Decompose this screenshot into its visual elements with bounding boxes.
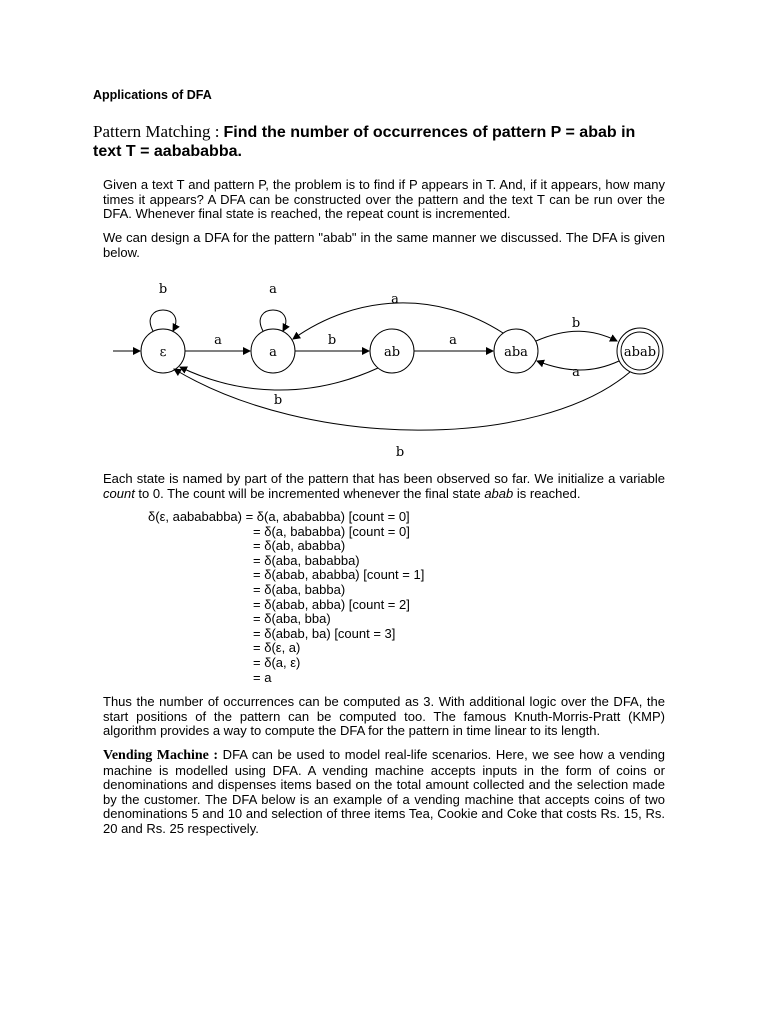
state-para-start: Each state is named by part of the pattern that has been observed so far. We initialize a variable (103, 471, 665, 486)
intro-paragraph: Given a text T and pattern P, the problem is to find if P appears in T. And, if it appears, how many times it appears? A DFA can be constructed over the pattern and the text T can be run over the DFA. Whenever final state is reached, the repeat count is incremented. (103, 177, 665, 222)
derivation-line: = a (253, 669, 272, 685)
dfa-diagram (108, 275, 668, 465)
edge-aba-abab (536, 331, 617, 341)
derivation-line: = δ(a, bababba) [count = 0] (253, 523, 410, 539)
derivation-line: = δ(aba, bababba) (253, 552, 360, 568)
pattern-matching-title (93, 122, 653, 161)
count-word: count (103, 485, 135, 501)
state-label-epsilon: ε (159, 345, 167, 360)
label-loop-a: a (269, 282, 277, 297)
derivation-line: = δ(ab, ababba) (253, 538, 346, 554)
state-naming-paragraph (103, 472, 665, 501)
derivation-line: = δ(ε, a) (253, 640, 301, 656)
title-problem: Find the number of occurrences of pattern P = abab in text T = aabababba. (93, 124, 636, 160)
derivation-line: = δ(aba, bba) (253, 611, 331, 627)
design-paragraph: We can design a DFA for the pattern "abab" in the same manner we discussed. The DFA is given below. (103, 230, 665, 260)
label-abab-epsilon: b (395, 445, 405, 460)
abab-word: abab (484, 485, 514, 501)
label-aba-abab: b (571, 316, 581, 331)
conclusion-paragraph: Thus the number of occurrences can be computed as 3. With additional logic over the DFA, the start positions of the pattern can be computed too. The famous Knuth-Morris-Pratt (KMP) algorithm provides a way to compute the DFA for the pattern in time linear to its length. (103, 694, 665, 739)
state-para-end: is reached. (513, 485, 581, 501)
edge-abab-epsilon (174, 369, 630, 430)
derivation-line: = δ(abab, ba) [count = 3] (253, 625, 396, 641)
label-aba-a: a (391, 292, 399, 307)
derivation-line: = δ(abab, abba) [count = 2] (253, 596, 410, 612)
loop-a-a (260, 310, 286, 331)
state-label-abab: abab (623, 345, 657, 360)
label-a-ab: b (327, 333, 337, 348)
derivation-line: δ(ε, aabababba) = δ(a, abababba) [count = 0] (148, 509, 410, 524)
label-loop-epsilon: b (158, 282, 168, 297)
derivation-block (0, 510, 768, 690)
vending-lead: Vending Machine : (103, 748, 219, 763)
label-ab-epsilon: b (273, 393, 283, 408)
state-label-a: a (269, 345, 277, 360)
label-epsilon-a: a (214, 333, 222, 348)
vending-text: DFA can be used to model real-life scenarios. Here, we see how a vending machine is modelled using DFA. A vending machine accepts inputs in the form of coins or denominations and dispenses items based on the total amount collected and the selection made by the customer. The DFA below is an example of a vending machine that accepts coins of two denominations 5 and 10 and selection of three items Tea, Cookie and Coke that costs Rs. 15, Rs. 20 and Rs. 25 respectively. (103, 747, 665, 836)
section-heading: Applications of DFA (93, 88, 212, 102)
vending-machine-paragraph (103, 748, 665, 837)
label-ab-aba: a (449, 333, 457, 348)
derivation-line: = δ(a, ε) (253, 655, 301, 670)
derivation-line: = δ(abab, ababba) [count = 1] (253, 567, 425, 583)
state-para-middle: to 0. The count will be incremented whenever the final state (134, 485, 485, 501)
state-label-aba: aba (504, 345, 528, 360)
label-abab-aba: a (572, 365, 580, 380)
state-label-ab: ab (383, 345, 401, 360)
title-lead: Pattern Matching : (93, 122, 220, 141)
loop-epsilon-b (150, 310, 176, 331)
derivation-line: = δ(aba, babba) (253, 582, 346, 597)
